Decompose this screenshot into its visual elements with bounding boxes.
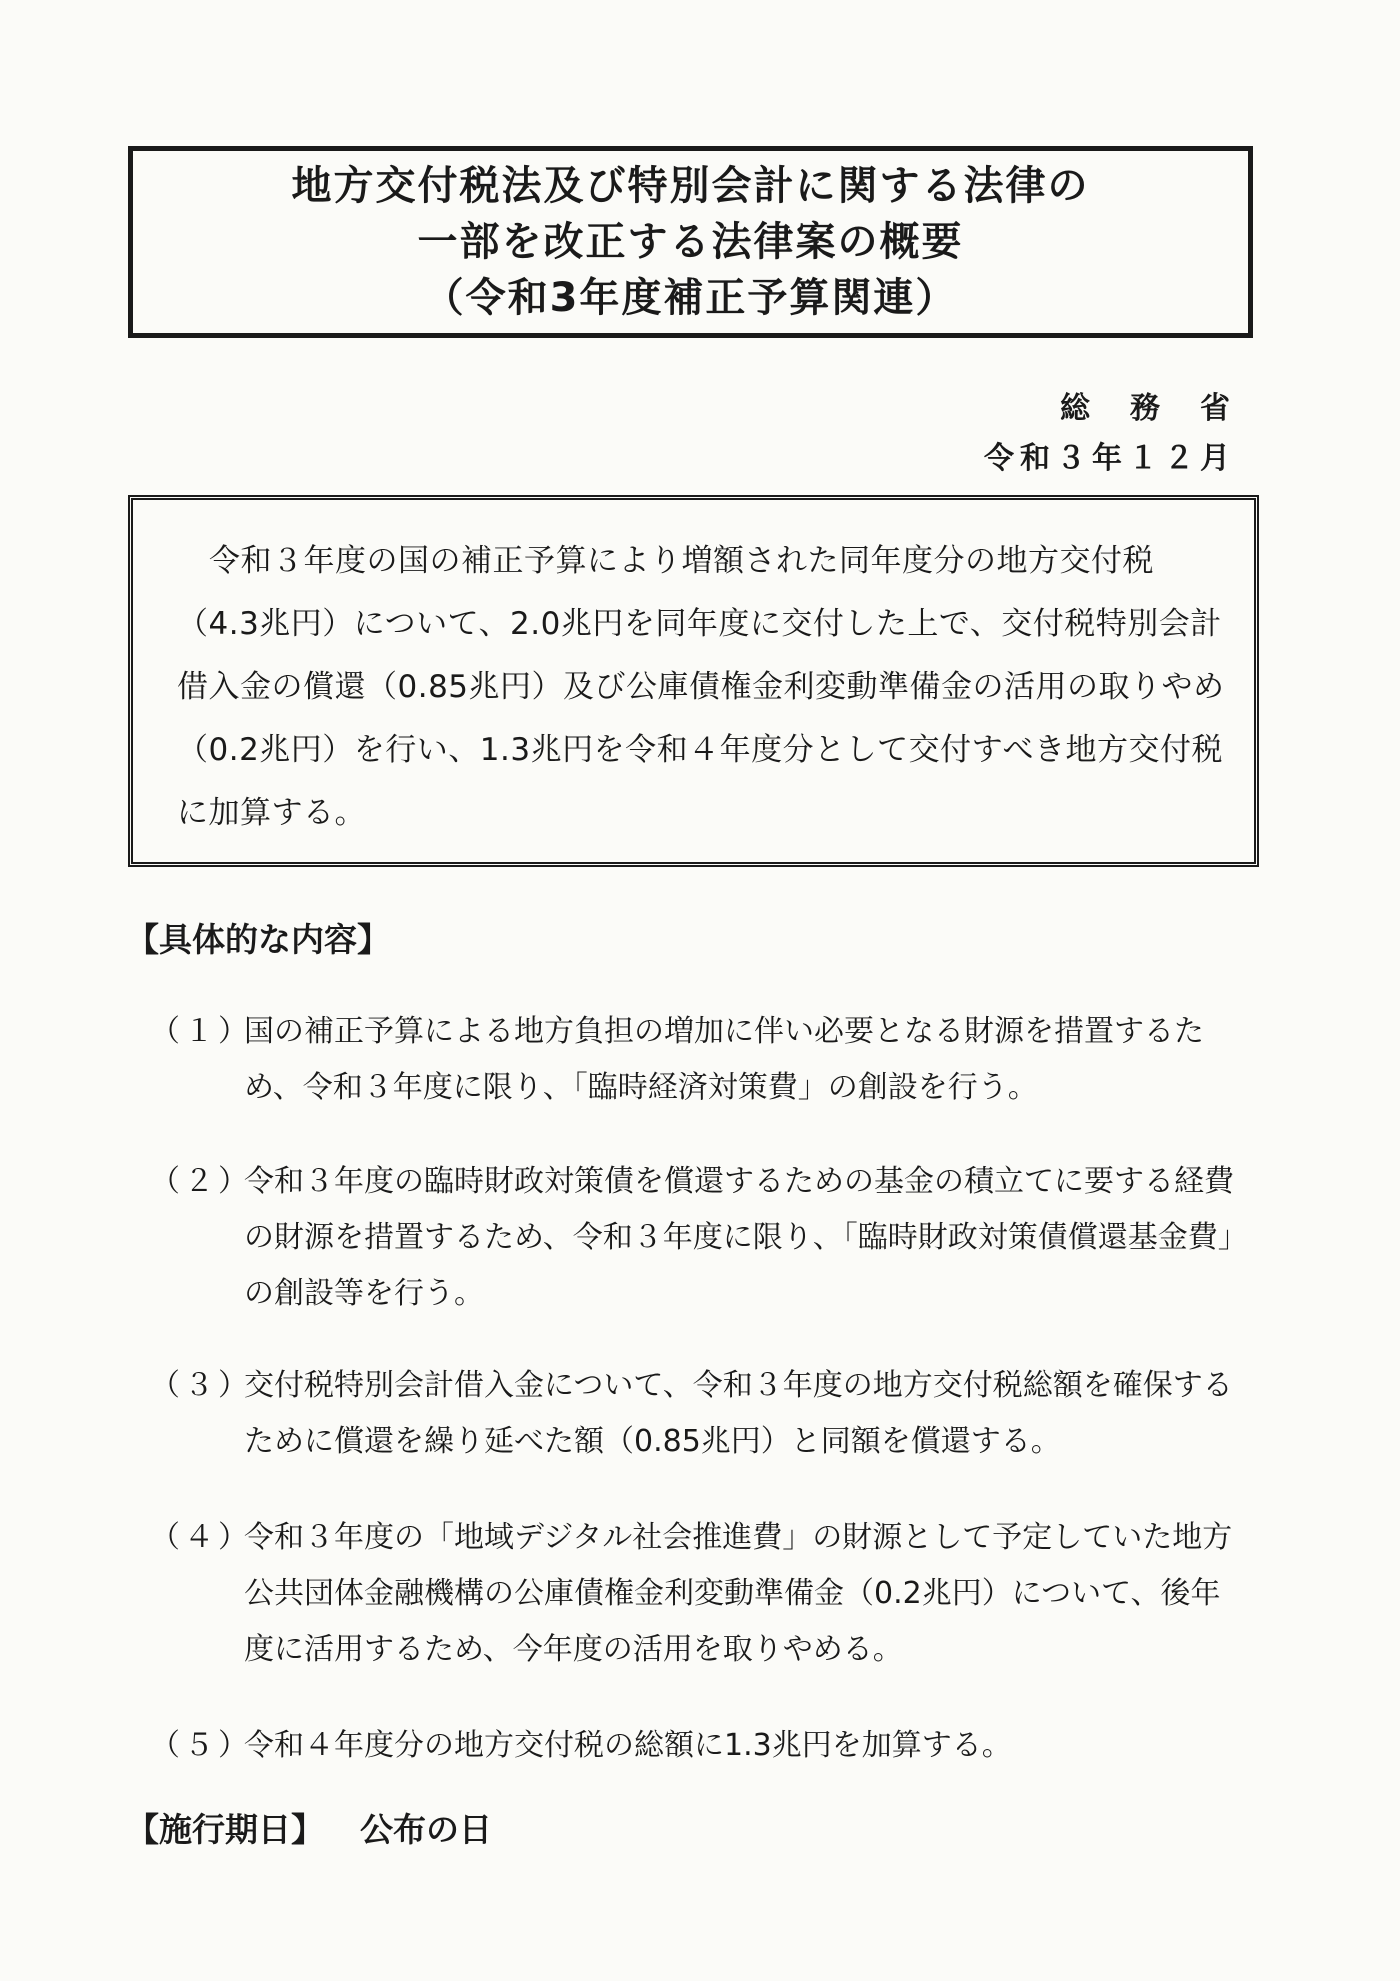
detail-item [150,1510,1260,1678]
summary-text: 令和３年度の国の補正予算により増額された同年度分の地方交付税（4.3兆円）について、2.0兆円を同年度に交付した上で、交付税特別会計借入金の償還（0.85兆円）及び公庫債権金利変動準備金の活用の取りやめ（0.2兆円）を行い、1.3兆円を令和４年度分として交付すべき地方交付税に加算する。 [177,543,1225,831]
effective-date-value: 公布の日 [360,1810,492,1849]
summary-box [128,495,1259,867]
detail-item-number: （２） [150,1164,252,1199]
issuer-block [984,384,1270,484]
detail-item-number: （１） [150,1014,252,1049]
detail-item-number: （４） [150,1520,252,1555]
detail-item [150,1154,1260,1322]
detail-item [150,1358,1260,1470]
effective-date-heading: 【施行期日】 [126,1810,324,1849]
title-line-3: （令和3年度補正予算関連） [423,275,958,321]
detail-item-number: （５） [150,1728,252,1763]
detail-item-text: 令和４年度分の地方交付税の総額に1.3兆円を加算する。 [244,1728,1012,1763]
title-box [128,146,1253,338]
detail-item [150,1718,1260,1774]
detail-item-text: 国の補正予算による地方負担の増加に伴い必要となる財源を措置するため、令和３年度に限り、「臨時経済対策費」の創設を行う。 [244,1014,1204,1105]
effective-date-section [126,1808,492,1852]
detail-item-number: （３） [150,1368,252,1403]
detail-item-text: 令和３年度の「地域デジタル社会推進費」の財源として予定していた地方公共団体金融機構の公庫債権金利変動準備金（0.2兆円）について、後年度に活用するため、今年度の活用を取りやめる。 [244,1520,1233,1667]
issuer-org: 総務省 [1060,391,1270,426]
detail-item-text: 交付税特別会計借入金について、令和３年度の地方交付税総額を確保するために償還を繰り延べた額（0.85兆円）と同額を償還する。 [244,1368,1233,1459]
issue-date: 令和３年１２月 [984,441,1236,476]
title-line-2: 一部を改正する法律案の概要 [417,219,964,265]
detail-item [150,1004,1260,1116]
details-heading: 【具体的な内容】 [126,920,390,959]
detail-item-text: 令和３年度の臨時財政対策債を償還するための基金の積立てに要する経費の財源を措置するため、令和３年度に限り、「臨時財政対策債償還基金費」の創設等を行う。 [244,1164,1234,1311]
title-line-1: 地方交付税法及び特別会計に関する法律の [291,163,1090,209]
